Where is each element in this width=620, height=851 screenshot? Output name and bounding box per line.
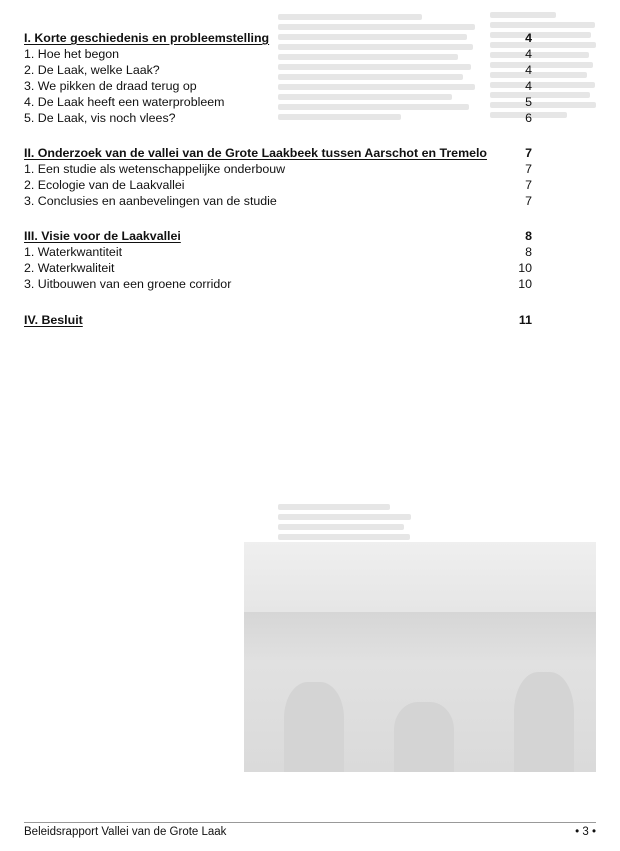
toc-heading-label: IV. Besluit bbox=[24, 313, 83, 327]
toc-item-label: 1. Een studie als wetenschappelijke onderbouw bbox=[24, 162, 286, 176]
toc-page-number: 7 bbox=[525, 146, 532, 160]
toc-item-label: 2. Waterkwaliteit bbox=[24, 261, 115, 275]
toc-page-number: 8 bbox=[525, 229, 532, 243]
footer-page-number: • 3 • bbox=[575, 826, 596, 838]
toc-page-number: 4 bbox=[525, 63, 532, 77]
toc-heading[interactable] bbox=[24, 228, 532, 244]
toc-item-label: 1. Waterkwantiteit bbox=[24, 245, 123, 259]
toc-item[interactable] bbox=[24, 78, 532, 94]
toc-page-number: 7 bbox=[525, 162, 532, 176]
toc-section-3 bbox=[24, 228, 532, 292]
toc-item[interactable] bbox=[24, 110, 532, 126]
toc-item-label: 3. Uitbouwen van een groene corridor bbox=[24, 277, 232, 291]
toc-item[interactable] bbox=[24, 62, 532, 78]
toc-item-label: 3. Conclusies en aanbevelingen van de studie bbox=[24, 194, 277, 208]
toc-item[interactable] bbox=[24, 244, 532, 260]
toc-page-number: 4 bbox=[525, 79, 532, 93]
toc-page-number: 4 bbox=[525, 47, 532, 61]
toc-section-4 bbox=[24, 312, 532, 328]
bleed-through-photo bbox=[244, 542, 596, 772]
toc-page-number: 7 bbox=[525, 194, 532, 208]
toc-heading-label: I. Korte geschiedenis en probleemstelling bbox=[24, 31, 270, 45]
toc-item-label: 5. De Laak, vis noch vlees? bbox=[24, 111, 176, 125]
toc-item[interactable] bbox=[24, 260, 532, 276]
toc-item-label: 1. Hoe het begon bbox=[24, 47, 120, 61]
toc-heading[interactable] bbox=[24, 145, 532, 161]
toc-item[interactable] bbox=[24, 46, 532, 62]
toc-page-number: 10 bbox=[518, 261, 532, 275]
toc-page-number: 10 bbox=[518, 277, 532, 291]
table-of-contents bbox=[24, 30, 532, 347]
toc-item-label: 2. Ecologie van de Laakvallei bbox=[24, 178, 185, 192]
toc-section-1 bbox=[24, 30, 532, 126]
toc-heading[interactable] bbox=[24, 30, 532, 46]
toc-section-2 bbox=[24, 145, 532, 209]
toc-item[interactable] bbox=[24, 193, 532, 209]
toc-heading-label: II. Onderzoek van de vallei van de Grote Laakbeek tussen Aarschot en Tremelo bbox=[24, 146, 487, 160]
toc-page-number: 4 bbox=[525, 31, 532, 45]
toc-item-label: 4. De Laak heeft een waterprobleem bbox=[24, 95, 225, 109]
toc-item-label: 2. De Laak, welke Laak? bbox=[24, 63, 160, 77]
footer-document-title: Beleidsrapport Vallei van de Grote Laak bbox=[24, 826, 227, 838]
toc-item-label: 3. We pikken de draad terug op bbox=[24, 79, 197, 93]
footer-divider bbox=[24, 822, 596, 823]
toc-page-number: 7 bbox=[525, 178, 532, 192]
toc-heading-label: III. Visie voor de Laakvallei bbox=[24, 229, 181, 243]
toc-page-number: 5 bbox=[525, 95, 532, 109]
toc-heading[interactable] bbox=[24, 312, 532, 328]
toc-page-number: 8 bbox=[525, 245, 532, 259]
toc-item[interactable] bbox=[24, 161, 532, 177]
toc-item[interactable] bbox=[24, 94, 532, 110]
toc-page-number: 6 bbox=[525, 111, 532, 125]
toc-page-number: 11 bbox=[518, 313, 532, 327]
toc-item[interactable] bbox=[24, 177, 532, 193]
toc-item[interactable] bbox=[24, 276, 532, 292]
